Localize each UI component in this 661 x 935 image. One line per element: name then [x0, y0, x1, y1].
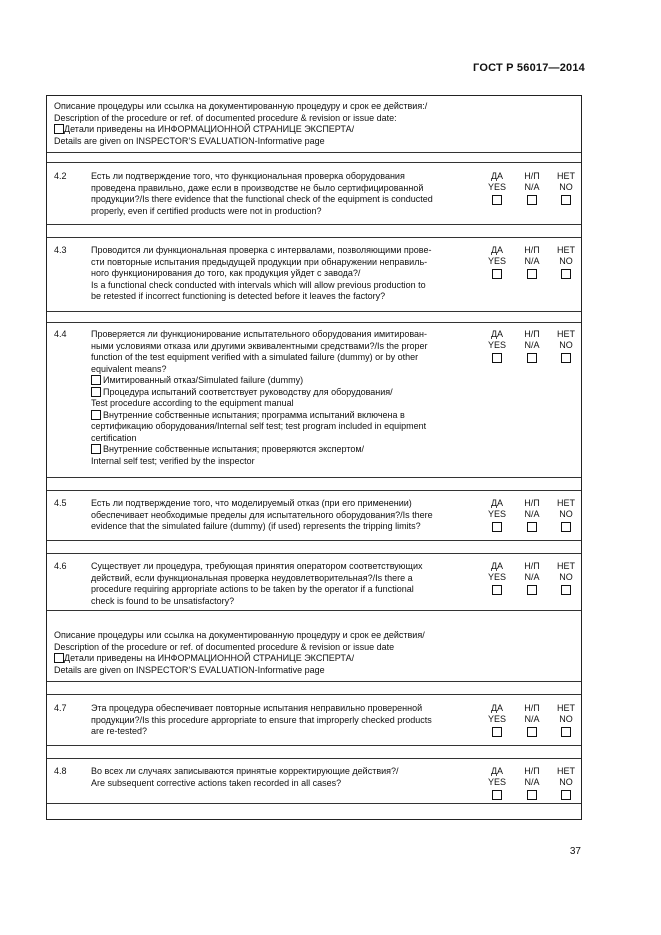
- answer-yes-ru: ДА: [490, 329, 504, 339]
- item-number: 4.4: [54, 329, 67, 339]
- details-label-ru: Детали приведены на ИНФОРМАЦИОННОЙ СТРАНИЦЕ ЭКСПЕРТА/: [64, 124, 355, 134]
- answer-yes-ru: ДА: [490, 245, 504, 255]
- answer-na: [514, 766, 550, 801]
- answer-no-ru: НЕТ: [557, 329, 575, 339]
- answer-no: [548, 498, 584, 533]
- procedure-line-ru: Описание процедуры или ссылка на документированную процедуру и срок ее действия:/: [54, 101, 428, 111]
- option-checkbox[interactable]: [91, 387, 101, 397]
- answer-yes: [479, 171, 515, 206]
- answer-na-ru: Н/П: [524, 171, 540, 181]
- details-option: [54, 653, 573, 665]
- answer-no-en: NO: [559, 714, 573, 724]
- item-question: [91, 245, 471, 303]
- answer-na-en: N/A: [524, 509, 540, 519]
- na-checkbox[interactable]: [527, 585, 537, 595]
- item-question: [91, 498, 471, 533]
- question-line: properly, even if certified products were not in production?: [91, 205, 322, 216]
- answer-no-ru: НЕТ: [557, 561, 575, 571]
- option-checkbox[interactable]: [91, 444, 101, 454]
- answer-yes-en: YES: [487, 714, 506, 724]
- procedure-line-en: Description of the procedure or ref. of documented procedure & revision or issue date:: [54, 112, 397, 123]
- answer-yes-ru: ДА: [490, 766, 504, 776]
- answer-no: [548, 703, 584, 738]
- answer-na: [514, 703, 550, 738]
- answer-na-en: N/A: [524, 182, 540, 192]
- answer-yes-ru: ДА: [490, 703, 504, 713]
- checklist-item-4-5: [47, 491, 581, 541]
- answer-yes-en: YES: [487, 256, 506, 266]
- item-number: 4.3: [54, 245, 67, 255]
- answer-no: [548, 329, 584, 364]
- question-line: действий, если функциональная проверка неудовлетворительная?/Is there a: [91, 572, 413, 583]
- answer-na-ru: Н/П: [524, 703, 540, 713]
- page-number: 37: [569, 846, 581, 857]
- procedure-line-en: Description of the procedure or ref. of documented procedure & revision or issue date: [54, 641, 395, 652]
- option-checkbox[interactable]: [91, 410, 101, 420]
- details-option: [54, 124, 573, 136]
- item-question: [91, 703, 471, 738]
- answer-na-ru: Н/П: [524, 766, 540, 776]
- na-checkbox[interactable]: [527, 195, 537, 205]
- question-line: be retested if incorrect functioning is detected before it leaves the factory?: [91, 291, 386, 301]
- answer-yes: [479, 498, 515, 533]
- question-line: Проводится ли функциональная проверка с интервалами, позволяющими прове-: [91, 245, 432, 255]
- answer-na-ru: Н/П: [524, 561, 540, 571]
- yes-checkbox[interactable]: [492, 585, 502, 595]
- answer-no-en: NO: [559, 509, 573, 519]
- question-line: Проверяется ли функционирование испытательного оборудования имитирован-: [91, 329, 427, 339]
- question-line: equivalent means?: [91, 363, 167, 374]
- na-checkbox[interactable]: [527, 790, 537, 800]
- question-line: check is found to be unsatisfactory?: [91, 595, 235, 606]
- answer-na: [514, 171, 550, 206]
- no-checkbox[interactable]: [561, 269, 571, 279]
- na-checkbox[interactable]: [527, 522, 537, 532]
- question-line: Are subsequent corrective actions taken recorded in all cases?: [91, 777, 342, 788]
- answer-no-en: NO: [559, 340, 573, 350]
- answer-na: [514, 329, 550, 364]
- question-line: procedure requiring appropriate actions to be taken by the operator if a functional: [91, 584, 414, 594]
- question-line: Во всех ли случаях записываются принятые корректирующие действия?/: [91, 766, 399, 776]
- procedure-line-ru: Описание процедуры или ссылка на документированную процедуру и срок ее действия/: [54, 630, 425, 640]
- answer-no: [548, 171, 584, 206]
- answer-no-en: NO: [559, 572, 573, 582]
- answer-no-ru: НЕТ: [557, 171, 575, 181]
- answer-na-en: N/A: [524, 340, 540, 350]
- answer-no-ru: НЕТ: [557, 766, 575, 776]
- option-label: Имитированный отказ/Simulated failure (dummy): [103, 375, 304, 385]
- details-checkbox[interactable]: [54, 124, 64, 134]
- answer-yes-en: YES: [487, 182, 506, 192]
- yes-checkbox[interactable]: [492, 353, 502, 363]
- option-label: Внутренние собственные испытания; программа испытаний включена в: [103, 409, 405, 420]
- procedure-description-1: [47, 96, 581, 153]
- option-label-continued: Test procedure according to the equipment manual: [91, 398, 294, 408]
- answer-na-ru: Н/П: [524, 498, 540, 508]
- answer-no-ru: НЕТ: [557, 498, 575, 508]
- details-label-en: Details are given on INSPECTOR’S EVALUATION-Informative page: [54, 135, 325, 146]
- yes-checkbox[interactable]: [492, 195, 502, 205]
- document-standard-header: ГОСТ Р 56017—2014: [473, 62, 585, 74]
- question-line: проведена правильно, даже если в производстве не было сертифицированной: [91, 182, 424, 193]
- yes-checkbox[interactable]: [492, 269, 502, 279]
- answer-no: [548, 766, 584, 801]
- details-label-ru: Детали приведены на ИНФОРМАЦИОННОЙ СТРАНИЦЕ ЭКСПЕРТА/: [64, 653, 355, 663]
- answer-no-ru: НЕТ: [557, 703, 575, 713]
- no-checkbox[interactable]: [561, 790, 571, 800]
- checklist-item-4-7: [47, 695, 581, 746]
- option-internal-self-test-certified: [91, 410, 471, 422]
- question-line: продукции?/Is this procedure appropriate to ensure that improperly checked products: [91, 714, 432, 725]
- answer-yes-ru: ДА: [490, 498, 504, 508]
- answer-yes-en: YES: [487, 572, 506, 582]
- item-number: 4.5: [54, 498, 67, 508]
- answer-no: [548, 245, 584, 280]
- answer-yes: [479, 561, 515, 596]
- checklist-item-4-8: [47, 759, 581, 804]
- answer-na: [514, 561, 550, 596]
- na-checkbox[interactable]: [527, 269, 537, 279]
- answer-yes-en: YES: [487, 340, 506, 350]
- answer-na-en: N/A: [524, 256, 540, 266]
- option-simulated-failure: [91, 375, 471, 387]
- answer-na-en: N/A: [524, 572, 540, 582]
- item-question: [91, 329, 471, 467]
- question-line: сти повторные испытания предыдущей продукции при обнаружении неправиль-: [91, 256, 428, 267]
- answer-no-en: NO: [559, 777, 573, 787]
- question-line: Is a functional check conducted with intervals which will allow previous production to: [91, 279, 426, 290]
- item-number: 4.6: [54, 561, 67, 571]
- answer-yes: [479, 703, 515, 738]
- answer-na-ru: Н/П: [524, 329, 540, 339]
- no-checkbox[interactable]: [561, 727, 571, 737]
- item-question: [91, 171, 471, 217]
- no-checkbox[interactable]: [561, 522, 571, 532]
- question-line: ного функционирования до того, как продукция уйдет с завода?/: [91, 268, 361, 278]
- question-line: are re-tested?: [91, 726, 148, 736]
- na-checkbox[interactable]: [527, 727, 537, 737]
- question-line: Эта процедура обеспечивает повторные испытания неправильно проверенной: [91, 703, 423, 713]
- option-test-procedure: [91, 387, 471, 399]
- checklist-item-4-2: [47, 163, 581, 225]
- answer-yes: [479, 329, 515, 364]
- question-line: ными условиями отказа или другими эквивалентными средствами?/Is the proper: [91, 340, 428, 351]
- checklist-table: [46, 95, 582, 820]
- answer-na-en: N/A: [524, 777, 540, 787]
- na-checkbox[interactable]: [527, 353, 537, 363]
- question-line: обеспечивает необходимые пределы для испытательного оборудования?/Is there: [91, 509, 433, 520]
- option-internal-self-test-inspector: [91, 444, 471, 456]
- details-checkbox[interactable]: [54, 653, 64, 663]
- answer-na-en: N/A: [524, 714, 540, 724]
- option-label-continued: Internal self test; verified by the inspector: [91, 455, 255, 466]
- option-label-continued: сертификацию оборудования/Internal self test; test program included in equipment: [91, 421, 427, 431]
- item-number: 4.2: [54, 171, 67, 181]
- option-checkbox[interactable]: [91, 375, 101, 385]
- checklist-item-4-4: [47, 323, 581, 478]
- answer-no-en: NO: [559, 182, 573, 192]
- no-checkbox[interactable]: [561, 195, 571, 205]
- yes-checkbox[interactable]: [492, 790, 502, 800]
- no-checkbox[interactable]: [561, 585, 571, 595]
- item-number: 4.7: [54, 703, 67, 713]
- answer-yes-ru: ДА: [490, 171, 504, 181]
- item-question: [91, 561, 471, 607]
- answer-na: [514, 498, 550, 533]
- answer-no-ru: НЕТ: [557, 245, 575, 255]
- question-line: Существует ли процедура, требующая принятия оператором соответствующих: [91, 561, 423, 571]
- yes-checkbox[interactable]: [492, 727, 502, 737]
- answer-yes: [479, 766, 515, 801]
- option-label-continued: certification: [91, 432, 137, 443]
- item-number: 4.8: [54, 766, 67, 776]
- question-line: evidence that the simulated failure (dummy) (if used) represents the tripping limits?: [91, 521, 421, 531]
- answer-na-ru: Н/П: [524, 245, 540, 255]
- answer-na: [514, 245, 550, 280]
- checklist-item-4-3: [47, 238, 581, 312]
- yes-checkbox[interactable]: [492, 522, 502, 532]
- question-line: Есть ли подтверждение того, что моделируемый отказ (при его применении): [91, 498, 412, 508]
- option-label: Процедура испытаний соответствует руководству для оборудования/: [103, 386, 393, 397]
- answer-yes: [479, 245, 515, 280]
- answer-yes-ru: ДА: [490, 561, 504, 571]
- item-question: [91, 766, 471, 789]
- option-label: Внутренние собственные испытания; проверяются экспертом/: [103, 444, 365, 454]
- no-checkbox[interactable]: [561, 353, 571, 363]
- procedure-description-2: [47, 625, 581, 682]
- answer-yes-en: YES: [487, 777, 506, 787]
- question-line: продукции?/Is there evidence that the functional check of the equipment is conducted: [91, 194, 433, 204]
- answer-no: [548, 561, 584, 596]
- checklist-item-4-6: [47, 554, 581, 611]
- details-label-en: Details are given on INSPECTOR’S EVALUATION-Informative page: [54, 664, 325, 675]
- answer-yes-en: YES: [487, 509, 506, 519]
- question-line: function of the test equipment verified with a simulated failure (dummy) or by other: [91, 352, 419, 362]
- question-line: Есть ли подтверждение того, что функциональная проверка оборудования: [91, 171, 405, 181]
- answer-no-en: NO: [559, 256, 573, 266]
